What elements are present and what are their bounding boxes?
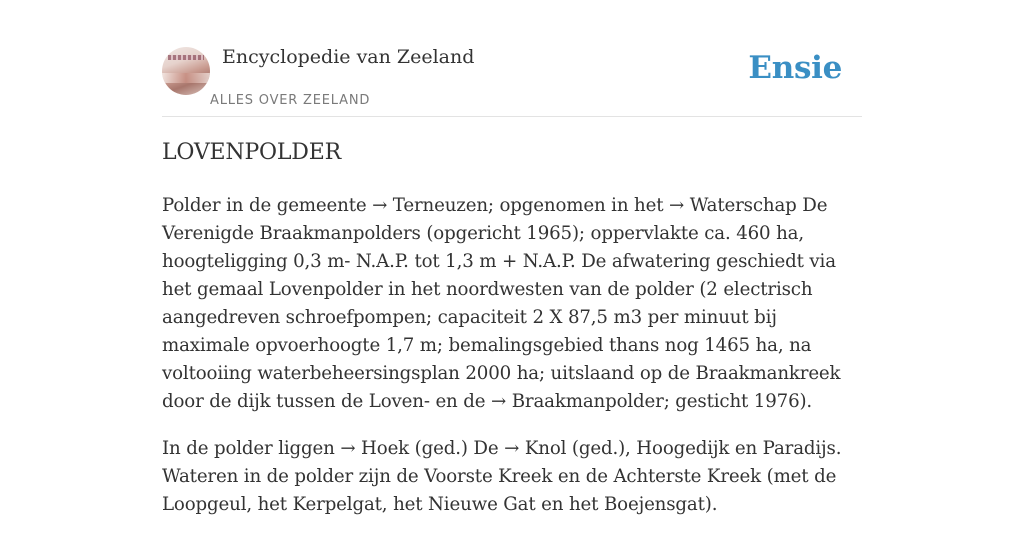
article-body <box>162 192 862 538</box>
article-title: LOVENPOLDER <box>162 140 341 165</box>
brand-logo[interactable]: Ensie <box>748 50 842 86</box>
site-logo[interactable] <box>162 47 210 95</box>
article-paragraph: Polder in de gemeente → Terneuzen; opgenomen in het → Waterschap De Verenigde Braakmanpolders (opgericht 1965); oppervlakte ca. 460 ha, hoogteligging 0,3 m- N.A.P. tot 1,3 m + N.A.P. De afwatering geschiedt via het gemaal Lovenpolder in het noordwesten van de polder (2 electrisch aangedreven schroefpompen; capaciteit 2 X 87,5 m3 per minuut bij maximale opvoerhoogte 1,7 m; bemalingsgebied thans nog 1465 ha, na voltooiing waterbeheersingsplan 2000 ha; uitslaand op de Braakmankreek door de dijk tussen de Loven- en de → Braakmanpolder; gesticht 1976). <box>162 195 841 412</box>
site-header <box>162 44 862 117</box>
site-title[interactable]: Encyclopedie van Zeeland <box>222 46 475 68</box>
article-paragraph: In de polder liggen → Hoek (ged.) De → Knol (ged.), Hoogedijk en Paradijs. Wateren in de polder zijn de Voorste Kreek en de Achterste Kreek (met de Loopgeul, het Kerpelgat, het Nieuwe Gat en het Boejensgat). <box>162 438 842 515</box>
site-subtitle: ALLES OVER ZEELAND <box>210 93 371 108</box>
